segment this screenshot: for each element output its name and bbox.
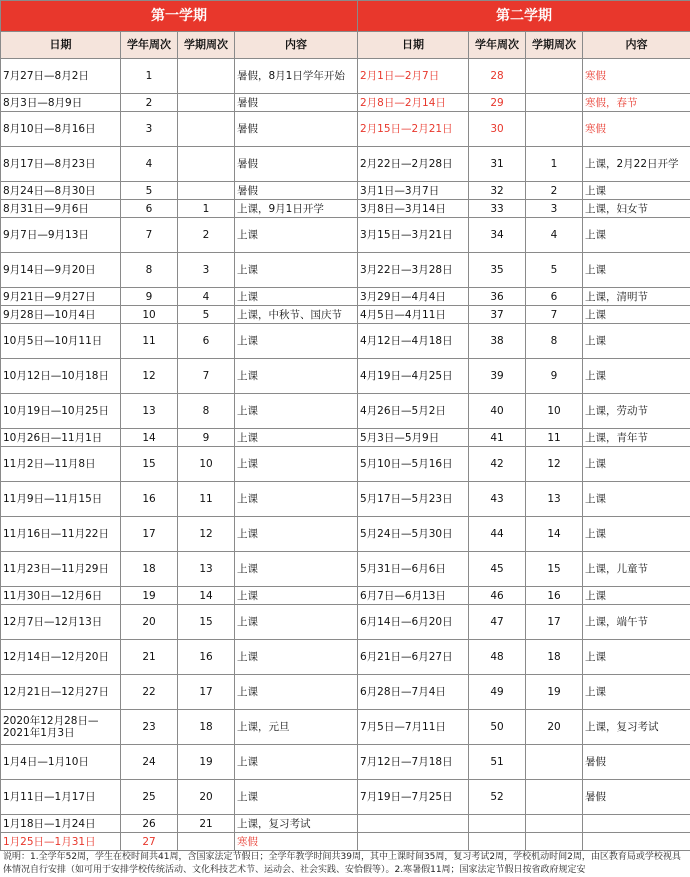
term-week-cell — [178, 59, 235, 94]
year-week-cell: 18 — [121, 552, 178, 587]
table-row — [1, 59, 690, 94]
date-cell: 6月21日—6月27日 — [358, 640, 469, 675]
term-week-cell: 19 — [526, 675, 583, 710]
date-cell: 11月2日—11月8日 — [1, 447, 121, 482]
date-cell: 2月1日—2月7日 — [358, 59, 469, 94]
table-row — [1, 605, 690, 640]
date-cell: 9月7日—9月13日 — [1, 218, 121, 253]
content-cell: 上课 — [235, 324, 358, 359]
term-week-cell: 8 — [526, 324, 583, 359]
date-cell: 12月14日—12月20日 — [1, 640, 121, 675]
content-cell: 上课 — [583, 675, 690, 710]
col-date: 日期 — [1, 32, 121, 59]
term-week-cell — [526, 59, 583, 94]
table-row — [1, 675, 690, 710]
date-cell: 10月12日—10月18日 — [1, 359, 121, 394]
col-date: 日期 — [358, 32, 469, 59]
year-week-cell: 52 — [469, 780, 526, 815]
content-cell: 寒假，春节 — [583, 94, 690, 112]
content-cell: 上课，复习考试 — [583, 710, 690, 745]
content-cell — [583, 815, 690, 833]
term-week-cell: 18 — [526, 640, 583, 675]
table-row — [1, 147, 690, 182]
year-week-cell: 28 — [469, 59, 526, 94]
date-cell: 9月28日—10月4日 — [1, 306, 121, 324]
date-cell: 3月8日—3月14日 — [358, 200, 469, 218]
year-week-cell: 51 — [469, 745, 526, 780]
content-cell: 上课 — [583, 218, 690, 253]
col-year-week: 学年周次 — [469, 32, 526, 59]
table-row — [1, 359, 690, 394]
term-week-cell — [178, 833, 235, 851]
table-row — [1, 429, 690, 447]
date-cell: 9月21日—9月27日 — [1, 288, 121, 306]
year-week-cell — [469, 815, 526, 833]
term-week-cell: 5 — [526, 253, 583, 288]
date-cell: 1月11日—1月17日 — [1, 780, 121, 815]
year-week-cell: 2 — [121, 94, 178, 112]
term-week-cell: 12 — [178, 517, 235, 552]
term-week-cell — [178, 112, 235, 147]
date-cell: 3月29日—4月4日 — [358, 288, 469, 306]
term-week-cell: 2 — [178, 218, 235, 253]
year-week-cell: 47 — [469, 605, 526, 640]
year-week-cell: 8 — [121, 253, 178, 288]
date-cell: 7月5日—7月11日 — [358, 710, 469, 745]
year-week-cell: 4 — [121, 147, 178, 182]
table-row — [1, 306, 690, 324]
table-row — [1, 587, 690, 605]
year-week-cell: 16 — [121, 482, 178, 517]
content-cell: 暑假 — [583, 745, 690, 780]
term-week-cell — [178, 182, 235, 200]
table-row — [1, 218, 690, 253]
year-week-cell: 20 — [121, 605, 178, 640]
term-week-cell: 14 — [526, 517, 583, 552]
term-week-cell — [526, 833, 583, 851]
content-cell: 上课 — [235, 394, 358, 429]
date-cell — [358, 815, 469, 833]
table-row — [1, 200, 690, 218]
content-cell: 上课，妇女节 — [583, 200, 690, 218]
content-cell: 上课，2月22日开学 — [583, 147, 690, 182]
year-week-cell: 26 — [121, 815, 178, 833]
year-week-cell: 41 — [469, 429, 526, 447]
content-cell: 上课 — [583, 640, 690, 675]
table-row — [1, 745, 690, 780]
term-week-cell: 20 — [526, 710, 583, 745]
term-week-cell: 17 — [526, 605, 583, 640]
date-cell: 1月4日—1月10日 — [1, 745, 121, 780]
term-week-cell: 14 — [178, 587, 235, 605]
date-cell: 3月1日—3月7日 — [358, 182, 469, 200]
term-week-cell: 7 — [526, 306, 583, 324]
term-week-cell: 1 — [178, 200, 235, 218]
term-week-cell: 15 — [178, 605, 235, 640]
date-cell: 8月3日—8月9日 — [1, 94, 121, 112]
year-week-cell: 9 — [121, 288, 178, 306]
content-cell: 上课 — [235, 745, 358, 780]
year-week-cell: 3 — [121, 112, 178, 147]
date-cell: 3月22日—3月28日 — [358, 253, 469, 288]
content-cell: 上课 — [235, 640, 358, 675]
year-week-cell: 43 — [469, 482, 526, 517]
term-week-cell: 11 — [526, 429, 583, 447]
date-cell: 10月5日—10月11日 — [1, 324, 121, 359]
date-cell: 7月27日—8月2日 — [1, 59, 121, 94]
content-cell: 上课，元旦 — [235, 710, 358, 745]
year-week-cell: 38 — [469, 324, 526, 359]
date-cell: 5月31日—6月6日 — [358, 552, 469, 587]
term-week-cell — [526, 780, 583, 815]
term-week-cell: 16 — [178, 640, 235, 675]
term-week-cell — [526, 815, 583, 833]
year-week-cell: 35 — [469, 253, 526, 288]
term-week-cell — [526, 94, 583, 112]
year-week-cell: 21 — [121, 640, 178, 675]
date-cell: 2月8日—2月14日 — [358, 94, 469, 112]
content-cell: 上课 — [235, 675, 358, 710]
content-cell: 寒假 — [583, 59, 690, 94]
date-cell: 5月3日—5月9日 — [358, 429, 469, 447]
semester2-title: 第二学期 — [358, 1, 690, 32]
year-week-cell: 22 — [121, 675, 178, 710]
table-row — [1, 833, 690, 851]
date-cell: 11月23日—11月29日 — [1, 552, 121, 587]
year-week-cell: 37 — [469, 306, 526, 324]
date-cell: 10月19日—10月25日 — [1, 394, 121, 429]
year-week-cell: 46 — [469, 587, 526, 605]
content-cell: 上课 — [583, 482, 690, 517]
table-row — [1, 447, 690, 482]
content-cell: 上课，清明节 — [583, 288, 690, 306]
date-cell: 8月31日—9月6日 — [1, 200, 121, 218]
content-cell: 暑假 — [235, 147, 358, 182]
table-row — [1, 394, 690, 429]
year-week-cell: 17 — [121, 517, 178, 552]
term-week-cell: 3 — [178, 253, 235, 288]
table-row — [1, 482, 690, 517]
year-week-cell: 7 — [121, 218, 178, 253]
content-cell: 上课 — [583, 517, 690, 552]
col-content: 内容 — [583, 32, 690, 59]
term-week-cell: 2 — [526, 182, 583, 200]
date-cell: 8月17日—8月23日 — [1, 147, 121, 182]
content-cell: 上课，劳动节 — [583, 394, 690, 429]
year-week-cell: 11 — [121, 324, 178, 359]
term-week-cell — [178, 94, 235, 112]
content-cell: 上课 — [235, 288, 358, 306]
content-cell: 上课 — [235, 218, 358, 253]
term-week-cell: 10 — [526, 394, 583, 429]
year-week-cell: 5 — [121, 182, 178, 200]
date-cell: 5月10日—5月16日 — [358, 447, 469, 482]
term-week-cell: 3 — [526, 200, 583, 218]
term-week-cell — [526, 112, 583, 147]
year-week-cell: 45 — [469, 552, 526, 587]
content-cell: 上课 — [583, 306, 690, 324]
content-cell: 上课 — [235, 447, 358, 482]
term-week-cell: 1 — [526, 147, 583, 182]
term-week-cell: 19 — [178, 745, 235, 780]
table-row — [1, 288, 690, 306]
date-cell: 4月5日—4月11日 — [358, 306, 469, 324]
content-cell: 上课 — [583, 587, 690, 605]
year-week-cell: 12 — [121, 359, 178, 394]
content-cell: 上课，9月1日开学 — [235, 200, 358, 218]
term-week-cell: 10 — [178, 447, 235, 482]
col-term-week: 学期周次 — [526, 32, 583, 59]
content-cell: 上课 — [235, 605, 358, 640]
date-cell: 1月18日—1月24日 — [1, 815, 121, 833]
year-week-cell: 40 — [469, 394, 526, 429]
year-week-cell — [469, 833, 526, 851]
year-week-cell: 36 — [469, 288, 526, 306]
year-week-cell: 24 — [121, 745, 178, 780]
content-cell: 上课，中秋节、国庆节 — [235, 306, 358, 324]
term-week-cell: 11 — [178, 482, 235, 517]
term-week-cell: 9 — [178, 429, 235, 447]
content-cell: 暑假 — [235, 94, 358, 112]
content-cell: 上课 — [235, 359, 358, 394]
table-row — [1, 253, 690, 288]
year-week-cell: 48 — [469, 640, 526, 675]
year-week-cell: 15 — [121, 447, 178, 482]
date-cell: 10月26日—11月1日 — [1, 429, 121, 447]
year-week-cell: 42 — [469, 447, 526, 482]
term-week-cell: 6 — [178, 324, 235, 359]
date-cell — [358, 833, 469, 851]
year-week-cell: 31 — [469, 147, 526, 182]
col-term-week: 学期周次 — [178, 32, 235, 59]
date-cell: 9月14日—9月20日 — [1, 253, 121, 288]
date-cell: 8月24日—8月30日 — [1, 182, 121, 200]
year-week-cell: 33 — [469, 200, 526, 218]
content-cell: 寒假 — [235, 833, 358, 851]
table-row — [1, 517, 690, 552]
year-week-cell: 19 — [121, 587, 178, 605]
date-cell: 6月14日—6月20日 — [358, 605, 469, 640]
content-cell: 暑假 — [583, 780, 690, 815]
calendar-body — [1, 59, 690, 851]
year-week-cell: 10 — [121, 306, 178, 324]
date-cell: 4月19日—4月25日 — [358, 359, 469, 394]
year-week-cell: 32 — [469, 182, 526, 200]
content-cell: 上课 — [583, 324, 690, 359]
content-cell: 上课 — [235, 253, 358, 288]
content-cell: 暑假 — [235, 112, 358, 147]
term-week-cell: 9 — [526, 359, 583, 394]
date-cell: 4月26日—5月2日 — [358, 394, 469, 429]
year-week-cell: 25 — [121, 780, 178, 815]
year-week-cell: 13 — [121, 394, 178, 429]
term-week-cell: 4 — [178, 288, 235, 306]
content-cell: 上课 — [235, 482, 358, 517]
table-row — [1, 112, 690, 147]
year-week-cell: 14 — [121, 429, 178, 447]
content-cell: 上课 — [235, 429, 358, 447]
table-row — [1, 640, 690, 675]
term-week-cell — [526, 745, 583, 780]
date-cell: 2月22日—2月28日 — [358, 147, 469, 182]
term-week-cell — [178, 147, 235, 182]
term-week-cell: 13 — [178, 552, 235, 587]
table-row — [1, 182, 690, 200]
date-cell: 12月21日—12月27日 — [1, 675, 121, 710]
date-cell: 3月15日—3月21日 — [358, 218, 469, 253]
date-cell: 11月16日—11月22日 — [1, 517, 121, 552]
date-cell: 4月12日—4月18日 — [358, 324, 469, 359]
date-cell: 1月25日—1月31日 — [1, 833, 121, 851]
term-week-cell: 18 — [178, 710, 235, 745]
term-week-cell: 6 — [526, 288, 583, 306]
date-cell: 8月10日—8月16日 — [1, 112, 121, 147]
date-cell: 6月28日—7月4日 — [358, 675, 469, 710]
table-row — [1, 94, 690, 112]
date-cell: 6月7日—6月13日 — [358, 587, 469, 605]
content-cell: 上课 — [235, 552, 358, 587]
col-year-week: 学年周次 — [121, 32, 178, 59]
table-row — [1, 710, 690, 745]
content-cell: 上课 — [583, 359, 690, 394]
year-week-cell: 34 — [469, 218, 526, 253]
table-row — [1, 815, 690, 833]
content-cell: 上课，复习考试 — [235, 815, 358, 833]
content-cell: 上课 — [235, 587, 358, 605]
date-cell: 5月24日—5月30日 — [358, 517, 469, 552]
term-week-cell: 8 — [178, 394, 235, 429]
date-cell: 7月12日—7月18日 — [358, 745, 469, 780]
term-week-cell: 20 — [178, 780, 235, 815]
table-row — [1, 780, 690, 815]
year-week-cell: 44 — [469, 517, 526, 552]
content-cell: 上课，儿童节 — [583, 552, 690, 587]
date-cell: 11月30日—12月6日 — [1, 587, 121, 605]
term-week-cell: 7 — [178, 359, 235, 394]
term-week-cell: 12 — [526, 447, 583, 482]
date-cell: 11月9日—11月15日 — [1, 482, 121, 517]
term-week-cell: 21 — [178, 815, 235, 833]
date-cell: 2月15日—2月21日 — [358, 112, 469, 147]
content-cell: 上课 — [583, 253, 690, 288]
content-cell: 暑假，8月1日学年开始 — [235, 59, 358, 94]
footnote: 说明：1.全学年52周，学生在校时间共41周，含国家法定节假日；全学年教学时间共39周，其中上课时间35周，复习考试2周，学校机动时间2周，由区教育局或学校视具体情况自行安排（如可用于安排学校传统活动、文化科技艺术节、运动会、社会实践、安恰假等）。2.寒暑假11周；国家法定节假日按省政府规定安 — [3, 852, 681, 875]
term-week-cell: 17 — [178, 675, 235, 710]
term-week-cell: 16 — [526, 587, 583, 605]
year-week-cell: 50 — [469, 710, 526, 745]
year-week-cell: 6 — [121, 200, 178, 218]
year-week-cell: 29 — [469, 94, 526, 112]
term-week-cell: 5 — [178, 306, 235, 324]
year-week-cell: 1 — [121, 59, 178, 94]
content-cell: 上课 — [235, 517, 358, 552]
year-week-cell: 27 — [121, 833, 178, 851]
date-cell: 12月7日—12月13日 — [1, 605, 121, 640]
content-cell: 上课 — [235, 780, 358, 815]
year-week-cell: 30 — [469, 112, 526, 147]
date-cell: 2020年12月28日—2021年1月3日 — [1, 710, 121, 745]
content-cell: 寒假 — [583, 112, 690, 147]
content-cell: 上课，端午节 — [583, 605, 690, 640]
term-week-cell: 4 — [526, 218, 583, 253]
year-week-cell: 49 — [469, 675, 526, 710]
date-cell: 5月17日—5月23日 — [358, 482, 469, 517]
content-cell: 上课，青年节 — [583, 429, 690, 447]
content-cell: 上课 — [583, 182, 690, 200]
table-row — [1, 552, 690, 587]
table-row — [1, 324, 690, 359]
content-cell — [583, 833, 690, 851]
year-week-cell: 23 — [121, 710, 178, 745]
term-week-cell: 15 — [526, 552, 583, 587]
col-content: 内容 — [235, 32, 358, 59]
content-cell: 暑假 — [235, 182, 358, 200]
content-cell: 上课 — [583, 447, 690, 482]
term-week-cell: 13 — [526, 482, 583, 517]
year-week-cell: 39 — [469, 359, 526, 394]
semester1-title: 第一学期 — [1, 1, 358, 32]
date-cell: 7月19日—7月25日 — [358, 780, 469, 815]
